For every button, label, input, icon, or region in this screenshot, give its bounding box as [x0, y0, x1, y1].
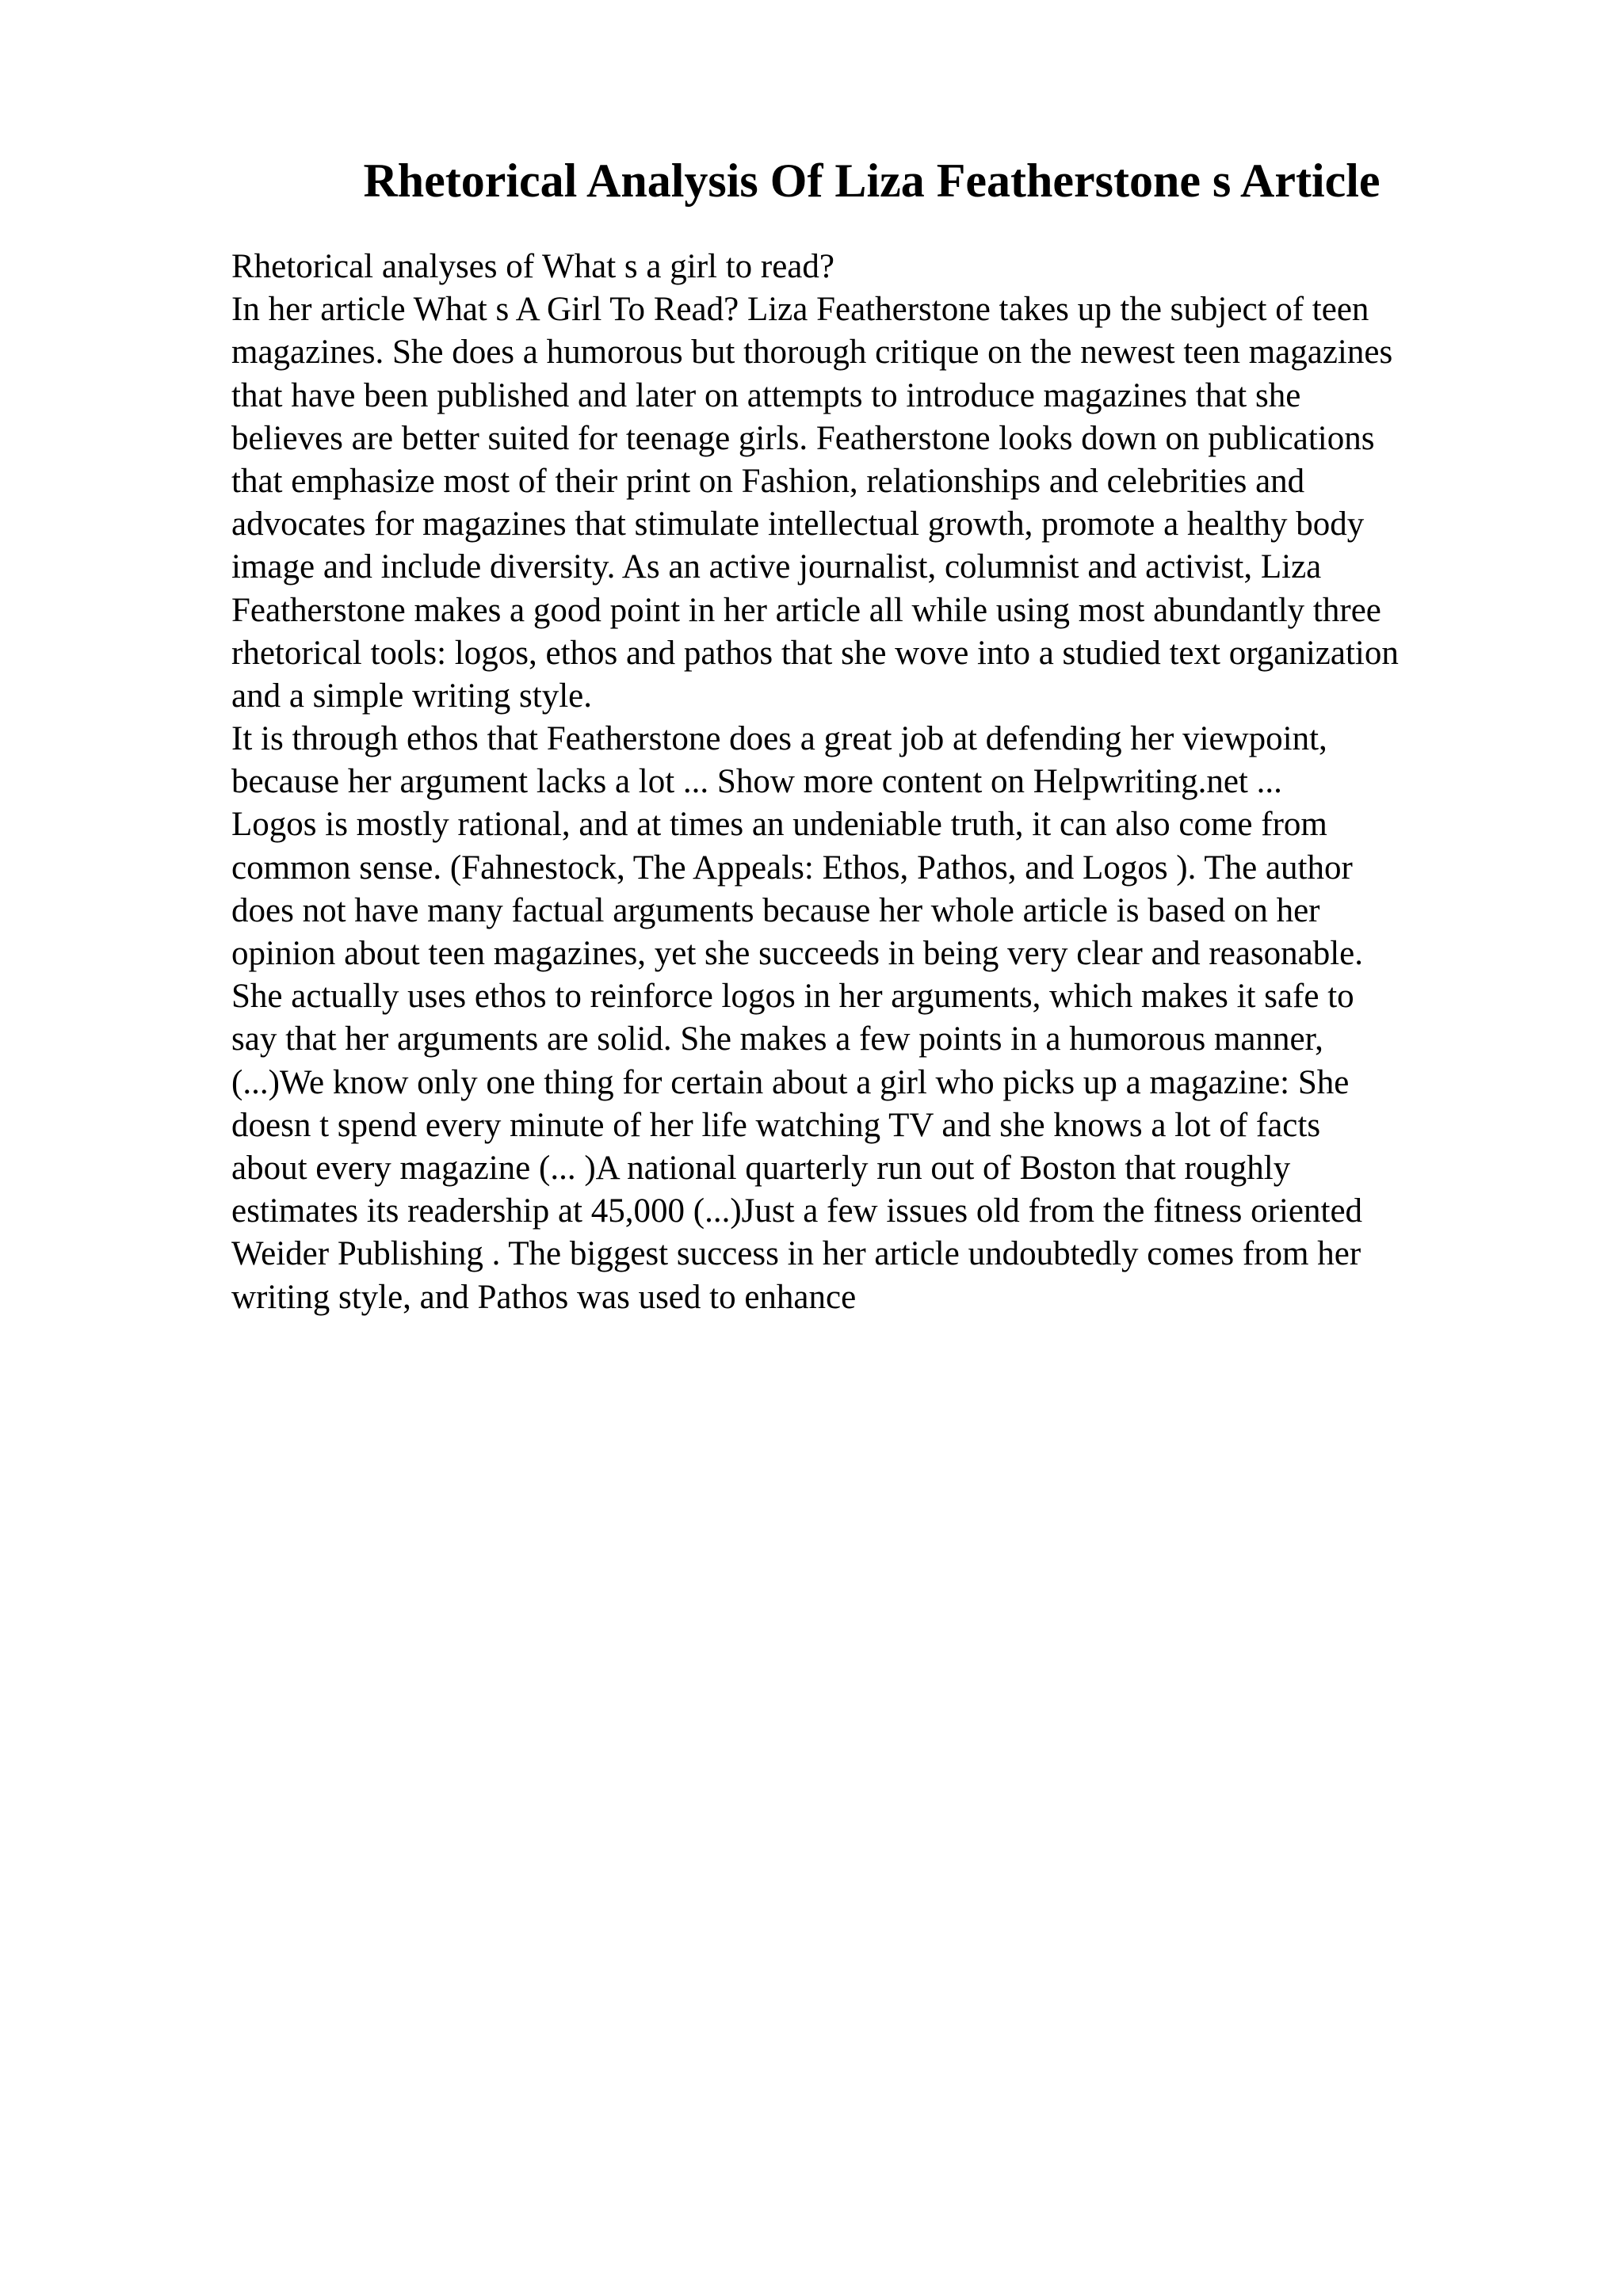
body-line: writing style, and Pathos was used to enhance	[231, 1278, 857, 1316]
body-line: believes are better suited for teenage girls. Featherstone looks down on publications	[231, 419, 1375, 457]
body-line: common sense. (Fahnestock, The Appeals: Ethos, Pathos, and Logos ). The author	[231, 849, 1353, 887]
body-line: opinion about teen magazines, yet she succeeds in being very clear and reasonable.	[231, 935, 1364, 972]
body-line: She actually uses ethos to reinforce logos in her arguments, which makes it safe to	[231, 978, 1354, 1016]
body-line: In her article What s A Girl To Read? Liza Featherstone takes up the subject of teen	[231, 291, 1369, 329]
body-line: rhetorical tools: logos, ethos and pathos that she wove into a studied text organization	[231, 634, 1399, 672]
body-line: and a simple writing style.	[231, 677, 593, 715]
body-line: say that her arguments are solid. She makes a few points in a humorous manner,	[231, 1020, 1323, 1058]
body-line: does not have many factual arguments because her whole article is based on her	[231, 891, 1320, 929]
body-line: It is through ethos that Featherstone does a great job at defending her viewpoint,	[231, 720, 1327, 758]
body-line: Featherstone makes a good point in her article all while using most abundantly three	[231, 591, 1381, 629]
body-line: (...)We know only one thing for certain about a girl who picks up a magazine: She	[231, 1063, 1350, 1101]
body-line: Rhetorical analyses of What s a girl to read?	[231, 248, 834, 285]
body-line: estimates its readership at 45,000 (...)Just a few issues old from the fitness oriented	[231, 1192, 1363, 1230]
body-line: Logos is mostly rational, and at times an undeniable truth, it can also come from	[231, 806, 1327, 844]
body-line: magazines. She does a humorous but thorough critique on the newest teen magazines	[231, 334, 1393, 372]
document-body	[231, 246, 1515, 1319]
document-title: Rhetorical Analysis Of Liza Featherstone s Article	[363, 154, 1381, 207]
body-line: advocates for magazines that stimulate intellectual growth, promote a healthy body	[231, 505, 1365, 543]
body-line: that have been published and later on attempts to introduce magazines that she	[231, 376, 1301, 414]
body-line: about every magazine (... )A national quarterly run out of Boston that roughly	[231, 1149, 1291, 1187]
body-line: because her argument lacks a lot ... Show more content on Helpwriting.net ...	[231, 763, 1282, 801]
body-line: image and include diversity. As an active journalist, columnist and activist, Liza	[231, 548, 1322, 586]
body-line: doesn t spend every minute of her life watching TV and she knows a lot of facts	[231, 1106, 1321, 1144]
body-line: that emphasize most of their print on Fashion, relationships and celebrities and	[231, 462, 1305, 500]
body-line: Weider Publishing . The biggest success in her article undoubtedly comes from her	[231, 1235, 1361, 1273]
